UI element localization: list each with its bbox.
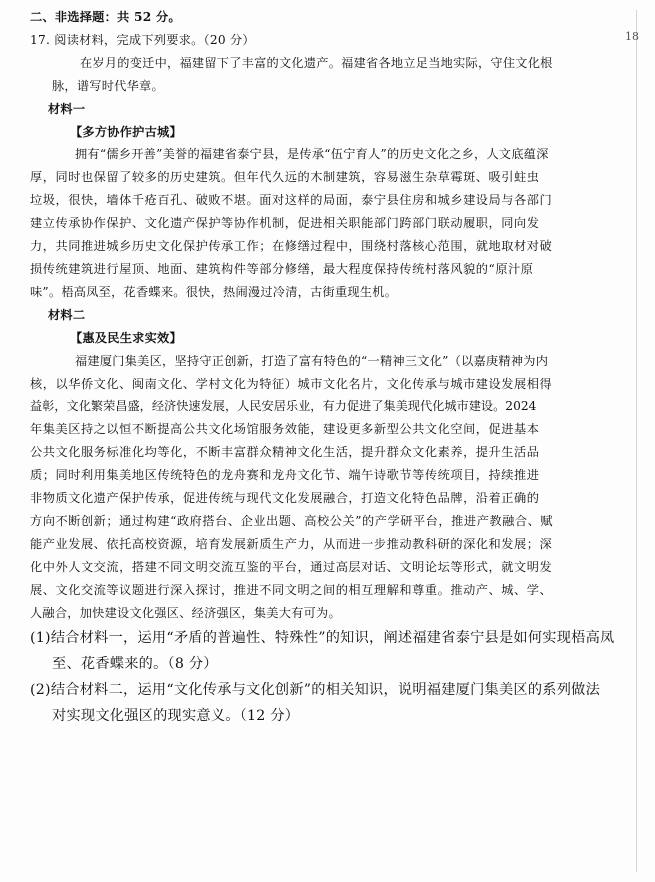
material2-line: 福建厦门集美区，坚持守正创新，打造了富有特色的“一精神三文化”（以嘉庚精神为内 [75,353,549,368]
material2-line: 公共文化服务标准化均等化，不断丰富群众精神文化生活，提升群众文化素养，提升生活品 [30,445,540,460]
material1-line: 损传统建筑进行屋顶、地面、建筑构件等部分修缮，最大程度保持传统村落风貌的“原汁原 [30,261,534,276]
material1-line: 建立传承协作保护、文化遗产保护等协作机制，促进相关职能部门跨部门联动履职，同向发 [30,216,540,231]
material2-line: 益彰，文化繁荣昌盛，经济快速发展，人民安居乐业，有力促进了集美现代化城市建设。2024 [30,399,537,414]
material2-line: 非物质文化遗产保护传承，促进传统与现代文化发展融合，打造文化特色品牌，沿着正确的 [30,491,540,506]
material1-heading: 材料一 [48,101,86,116]
material1-subtitle: 【多方协作护古城】 [70,124,182,139]
material2-heading: 材料二 [48,307,86,322]
material1-line: 垃圾，很快，墙体千疮百孔、破败不堪。面对这样的局面，泰宁县住房和城乡建设局与各部门 [30,193,553,208]
material1-line: 力，共同推进城乡历史文化保护传承工作；在修缮过程中，围绕村落核心范围，就地取材对破 [30,239,553,254]
material2-line: 质；同时利用集美地区传统特色的龙舟赛和龙舟文化节、端午诗歌节等传统项目，持续推进 [30,468,540,483]
intro-line: 脉，谱写时代华章。 [52,78,164,93]
material2-subtitle: 【惠及民生求实效】 [70,330,182,345]
material2-line: 人融合，加快建设文化强区、经济强区，集美大有可为。 [30,605,341,620]
material2-line: 年集美区持之以恒不断提高公共文化场馆服务效能，建设更多新型公共文化空间，促进基本 [30,422,540,437]
material1-line: 厚，同时也保留了较多的历史建筑。但年代久远的木制建筑，容易滋生杂草霉斑、吸引蛀虫 [30,170,540,185]
exam-content [30,6,618,729]
material1-line: 拥有“儒乡开善”美誉的福建省泰宁县，是传承“伍宁育人”的历史文化之乡，人文底蕴深 [75,147,549,162]
intro-line: 在岁月的变迁中，福建留下了丰富的文化遗产。福建省各地立足当地实际，守住文化根 [80,55,553,70]
page-fold-line [636,10,637,872]
material2-line: 核，以华侨文化、闽南文化、学村文化为特征）城市文化名片，文化传承与城市建设发展相得 [30,376,553,391]
material2-line: 化中外人文交流，搭建不同文明交流互鉴的平台，通过高层对话、文明论坛等形式，就文明发 [30,559,553,574]
material2-line: 能产业发展、依托高校资源，培育发展新质生产力，从而进一步推动教科研的深化和发展；深 [30,536,553,551]
material2-line: 展、文化交流等议题进行深入探讨，推进不同文明之间的相互理解和尊重。推动产、城、学、 [30,582,553,597]
material2-line: 方向不断创新；通过构建“政府搭台、企业出题、高校公关”的产学研平台，推进产教融合、赋 [30,513,554,528]
sub-question-1-cont: 至、花香蝶来的。（8 分） [52,656,218,673]
question-stem: 17. 阅读材料，完成下列要求。（20 分） [30,32,255,47]
sub-question-1: (1)结合材料一，运用“矛盾的普遍性、特殊性”的知识，阐述福建省泰宁县是如何实现梧高凤 [30,630,615,647]
section-title: 二、非选择题：共 52 分。 [30,10,181,24]
sub-question-2-cont: 对实现文化强区的现实意义。（12 分） [52,708,300,725]
material1-line: 味”。梧高凤至，花香蝶来。很快，热闹漫过冷清，古街重现生机。 [30,284,398,299]
sub-question-2: (2)结合材料二，运用“文化传承与文化创新”的相关知识，说明福建厦门集美区的系列做法 [30,682,601,699]
page-number: 18 [625,30,639,43]
